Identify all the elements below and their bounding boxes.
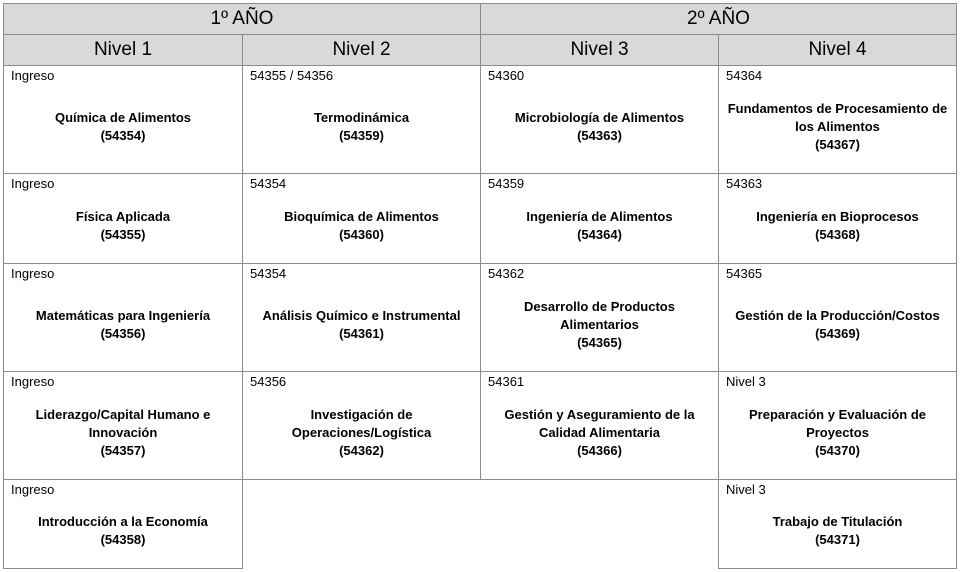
course-cell [718, 263, 957, 372]
prerequisite: Ingreso [11, 374, 55, 389]
course-code: (54361) [339, 325, 384, 341]
course-name: Microbiología de Alimentos [514, 109, 685, 125]
course-cell [480, 371, 719, 480]
course-cell [242, 263, 481, 372]
prerequisite: 54356 [250, 374, 287, 389]
course-code: (54371) [815, 532, 860, 547]
course-code: (54366) [577, 442, 622, 458]
course-cell [3, 65, 243, 174]
course-code: (54368) [815, 226, 860, 242]
course-cell [480, 173, 719, 264]
prerequisite: 54354 [250, 176, 287, 191]
prerequisite: 54362 [488, 266, 525, 281]
year-header-1: 1º AÑO [3, 3, 481, 35]
prerequisite: Nivel 3 [726, 482, 766, 497]
course-name: Preparación y Evaluación de Proyectos [748, 406, 927, 440]
course-name: Liderazgo/Capital Humano e Innovación [35, 406, 211, 440]
course-name: Química de Alimentos [54, 109, 192, 125]
prerequisite: 54354 [250, 266, 287, 281]
course-name: Investigación de Operaciones/Logística [291, 406, 432, 440]
course-cell [3, 173, 243, 264]
course-code: (54370) [815, 442, 860, 458]
course-name: Ingeniería de Alimentos [526, 208, 673, 224]
course-name: Bioquímica de Alimentos [284, 208, 439, 224]
course-code: (54357) [100, 442, 146, 458]
course-name: Gestión y Aseguramiento de la Calidad Alimentaria [504, 406, 695, 440]
prerequisite: 54364 [726, 68, 763, 83]
course-name: Análisis Químico e Instrumental [262, 307, 461, 323]
course-code: (54367) [815, 136, 860, 152]
course-cell [718, 173, 957, 264]
course-name: Fundamentos de Procesamiento de los Alimentos [727, 100, 948, 134]
prerequisite: 54359 [488, 176, 525, 191]
course-cell [3, 479, 243, 569]
level-header-4: Nivel 4 [718, 34, 957, 66]
course-cell [242, 173, 481, 264]
course-cell [718, 479, 957, 569]
course-code: (54356) [100, 325, 146, 341]
course-cell [3, 371, 243, 480]
course-name: Introducción a la Economía [38, 514, 208, 529]
course-cell [242, 65, 481, 174]
course-name: Matemáticas para Ingeniería [35, 307, 211, 323]
prerequisite: Ingreso [11, 482, 55, 497]
course-cell [242, 371, 481, 480]
course-name: Termodinámica [313, 109, 410, 125]
course-cell [718, 371, 957, 480]
course-name: Gestión de la Producción/Costos [735, 307, 940, 323]
course-cell [480, 65, 719, 174]
course-cell [480, 263, 719, 372]
course-code: (54355) [100, 226, 146, 242]
course-code: (54363) [577, 127, 622, 143]
course-cell [3, 263, 243, 372]
course-name: Desarrollo de Productos Alimentarios [524, 298, 675, 332]
prerequisite: Nivel 3 [726, 374, 766, 389]
prerequisite: Ingreso [11, 266, 55, 281]
course-code: (54369) [815, 325, 860, 341]
course-name: Física Aplicada [75, 208, 171, 224]
course-name: Trabajo de Titulación [772, 514, 903, 529]
year-header-2: 2º AÑO [480, 3, 957, 35]
prerequisite: 54355 / 54356 [250, 68, 334, 83]
course-code: (54365) [577, 334, 622, 350]
course-code: (54364) [577, 226, 622, 242]
level-header-3: Nivel 3 [480, 34, 719, 66]
course-code: (54362) [339, 442, 384, 458]
course-code: (54358) [100, 532, 146, 547]
course-name: Ingeniería en Bioprocesos [756, 208, 919, 224]
prerequisite: Ingreso [11, 176, 55, 191]
prerequisite: 54360 [488, 68, 525, 83]
level-header-2: Nivel 2 [242, 34, 481, 66]
course-code: (54360) [339, 226, 384, 242]
prerequisite: 54363 [726, 176, 763, 191]
prerequisite: 54361 [488, 374, 525, 389]
course-code: (54359) [339, 127, 384, 143]
course-code: (54354) [100, 127, 146, 143]
prerequisite: 54365 [726, 266, 763, 281]
level-header-1: Nivel 1 [3, 34, 243, 66]
prerequisite: Ingreso [11, 68, 55, 83]
course-cell [718, 65, 957, 174]
